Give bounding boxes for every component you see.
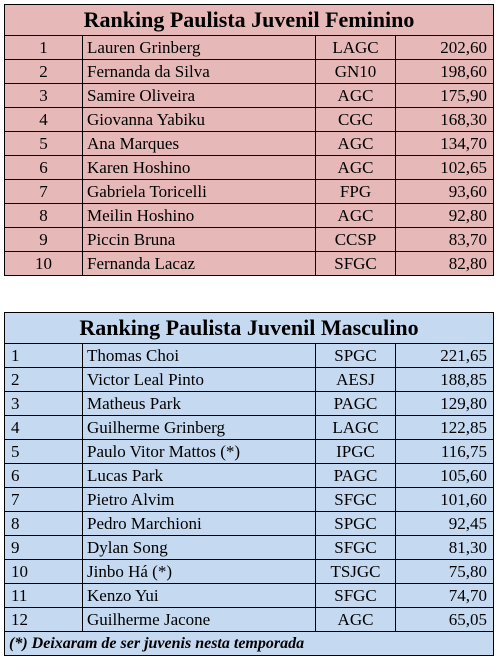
player-name: Dylan Song xyxy=(83,536,316,560)
club-code: LAGC xyxy=(316,416,396,440)
points: 92,80 xyxy=(396,204,494,228)
table-title-row xyxy=(5,313,494,344)
player-name: Matheus Park xyxy=(83,392,316,416)
rank-position: 7 xyxy=(5,488,83,512)
club-code: SFGC xyxy=(316,488,396,512)
player-name: Giovanna Yabiku xyxy=(83,108,316,132)
club-code: IPGC xyxy=(316,440,396,464)
rank-position: 11 xyxy=(5,584,83,608)
rank-position: 5 xyxy=(5,132,83,156)
player-name: Jinbo Há (*) xyxy=(83,560,316,584)
rank-position: 3 xyxy=(5,84,83,108)
player-name: Victor Leal Pinto xyxy=(83,368,316,392)
club-code: LAGC xyxy=(316,36,396,60)
rank-position: 4 xyxy=(5,108,83,132)
rank-position: 6 xyxy=(5,156,83,180)
points: 202,60 xyxy=(396,36,494,60)
player-name: Fernanda Lacaz xyxy=(83,252,316,276)
table-row xyxy=(5,440,494,464)
rank-position: 1 xyxy=(5,344,83,368)
points: 122,85 xyxy=(396,416,494,440)
rank-position: 9 xyxy=(5,228,83,252)
table-row xyxy=(5,84,494,108)
footnote-row xyxy=(5,632,494,656)
player-name: Piccin Bruna xyxy=(83,228,316,252)
club-code: AGC xyxy=(316,84,396,108)
table-row xyxy=(5,584,494,608)
rank-position: 5 xyxy=(5,440,83,464)
table-row xyxy=(5,536,494,560)
rank-position: 9 xyxy=(5,536,83,560)
table-row xyxy=(5,108,494,132)
player-name: Pietro Alvim xyxy=(83,488,316,512)
points: 101,60 xyxy=(396,488,494,512)
table-row xyxy=(5,36,494,60)
club-code: PAGC xyxy=(316,392,396,416)
rank-position: 12 xyxy=(5,608,83,632)
ranking-feminino-title: Ranking Paulista Juvenil Feminino xyxy=(5,5,494,36)
table-row xyxy=(5,464,494,488)
table-row xyxy=(5,392,494,416)
club-code: CGC xyxy=(316,108,396,132)
player-name: Fernanda da Silva xyxy=(83,60,316,84)
rank-position: 8 xyxy=(5,512,83,536)
ranking-masculino-table xyxy=(4,312,494,656)
club-code: AGC xyxy=(316,156,396,180)
rank-position: 8 xyxy=(5,204,83,228)
player-name: Pedro Marchioni xyxy=(83,512,316,536)
club-code: FPG xyxy=(316,180,396,204)
rank-position: 3 xyxy=(5,392,83,416)
points: 221,65 xyxy=(396,344,494,368)
club-code: TSJGC xyxy=(316,560,396,584)
points: 83,70 xyxy=(396,228,494,252)
club-code: AGC xyxy=(316,608,396,632)
player-name: Guilherme Grinberg xyxy=(83,416,316,440)
rank-position: 6 xyxy=(5,464,83,488)
club-code: SPGC xyxy=(316,344,396,368)
player-name: Lucas Park xyxy=(83,464,316,488)
table-row xyxy=(5,416,494,440)
points: 175,90 xyxy=(396,84,494,108)
table-row xyxy=(5,156,494,180)
points: 129,80 xyxy=(396,392,494,416)
points: 134,70 xyxy=(396,132,494,156)
player-name: Meilin Hoshino xyxy=(83,204,316,228)
points: 168,30 xyxy=(396,108,494,132)
club-code: AGC xyxy=(316,204,396,228)
points: 198,60 xyxy=(396,60,494,84)
player-name: Thomas Choi xyxy=(83,344,316,368)
club-code: CCSP xyxy=(316,228,396,252)
player-name: Karen Hoshino xyxy=(83,156,316,180)
player-name: Ana Marques xyxy=(83,132,316,156)
table-row xyxy=(5,228,494,252)
rank-position: 2 xyxy=(5,60,83,84)
table-row xyxy=(5,368,494,392)
points: 105,60 xyxy=(396,464,494,488)
table-row xyxy=(5,60,494,84)
club-code: AESJ xyxy=(316,368,396,392)
rank-position: 4 xyxy=(5,416,83,440)
points: 65,05 xyxy=(396,608,494,632)
table-row xyxy=(5,512,494,536)
club-code: SFGC xyxy=(316,584,396,608)
table-row xyxy=(5,488,494,512)
points: 74,70 xyxy=(396,584,494,608)
ranking-feminino-table xyxy=(4,4,494,276)
rank-position: 10 xyxy=(5,560,83,584)
footnote: (*) Deixaram de ser juvenis nesta temporada xyxy=(5,632,494,656)
table-row xyxy=(5,132,494,156)
points: 92,45 xyxy=(396,512,494,536)
club-code: SFGC xyxy=(316,536,396,560)
table-row xyxy=(5,560,494,584)
rank-position: 2 xyxy=(5,368,83,392)
ranking-masculino-title: Ranking Paulista Juvenil Masculino xyxy=(5,313,494,344)
player-name: Kenzo Yui xyxy=(83,584,316,608)
club-code: GN10 xyxy=(316,60,396,84)
points: 81,30 xyxy=(396,536,494,560)
ranking-feminino-body xyxy=(5,36,494,276)
rank-position: 10 xyxy=(5,252,83,276)
table-row xyxy=(5,180,494,204)
table-row xyxy=(5,252,494,276)
rank-position: 1 xyxy=(5,36,83,60)
table-title-row xyxy=(5,5,494,36)
table-row xyxy=(5,344,494,368)
table-row xyxy=(5,204,494,228)
points: 188,85 xyxy=(396,368,494,392)
club-code: SPGC xyxy=(316,512,396,536)
player-name: Gabriela Toricelli xyxy=(83,180,316,204)
club-code: SFGC xyxy=(316,252,396,276)
points: 116,75 xyxy=(396,440,494,464)
rank-position: 7 xyxy=(5,180,83,204)
player-name: Samire Oliveira xyxy=(83,84,316,108)
ranking-masculino-body xyxy=(5,344,494,632)
points: 102,65 xyxy=(396,156,494,180)
table-row xyxy=(5,608,494,632)
club-code: PAGC xyxy=(316,464,396,488)
points: 75,80 xyxy=(396,560,494,584)
player-name: Guilherme Jacone xyxy=(83,608,316,632)
player-name: Paulo Vitor Mattos (*) xyxy=(83,440,316,464)
club-code: AGC xyxy=(316,132,396,156)
player-name: Lauren Grinberg xyxy=(83,36,316,60)
points: 93,60 xyxy=(396,180,494,204)
points: 82,80 xyxy=(396,252,494,276)
